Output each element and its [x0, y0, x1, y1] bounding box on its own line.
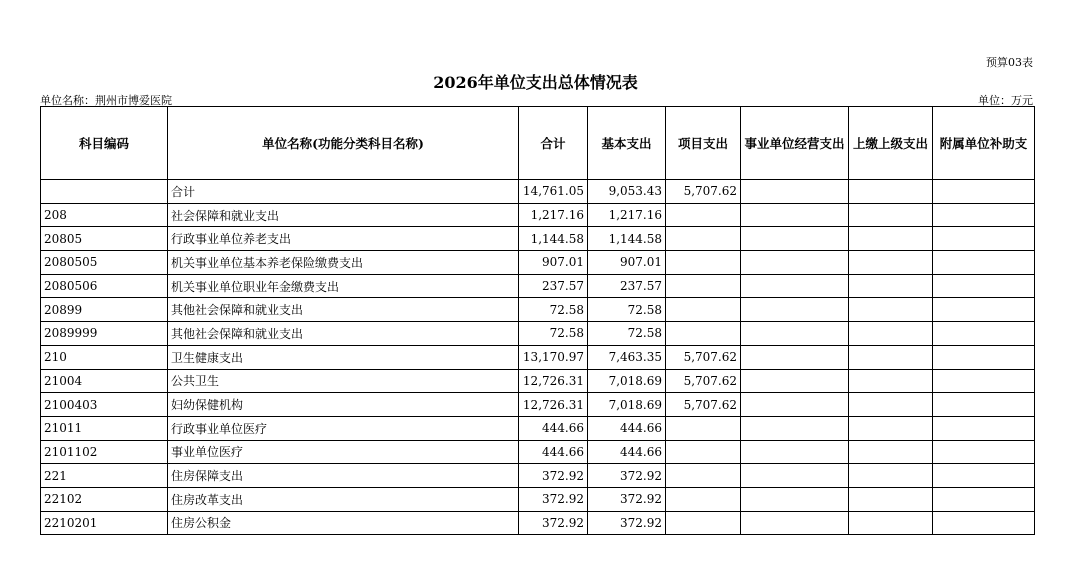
table-row [41, 369, 1035, 393]
table-row [41, 298, 1035, 322]
cell-total: 372.92 [519, 464, 588, 488]
cell-basic: 9,053.43 [588, 180, 666, 204]
cell-basic: 1,144.58 [588, 227, 666, 251]
table-row [41, 203, 1035, 227]
cell-remit [849, 416, 933, 440]
cell-basic: 372.92 [588, 464, 666, 488]
cell-business [741, 251, 849, 275]
cell-project: 5,707.62 [666, 369, 741, 393]
table-row [41, 345, 1035, 369]
cell-total: 14,761.05 [519, 180, 588, 204]
cell-remit [849, 487, 933, 511]
cell-code: 2210201 [41, 511, 168, 535]
cell-business [741, 345, 849, 369]
cell-basic: 372.92 [588, 511, 666, 535]
cell-subsidy [933, 274, 1035, 298]
form-number: 预算03表 [986, 56, 1033, 69]
cell-name: 行政事业单位养老支出 [168, 227, 519, 251]
table-row [41, 511, 1035, 535]
cell-business [741, 440, 849, 464]
column-header-code: 科目编码 [41, 107, 168, 180]
cell-name: 事业单位医疗 [168, 440, 519, 464]
cell-total: 237.57 [519, 274, 588, 298]
cell-project [666, 416, 741, 440]
cell-name: 公共卫生 [168, 369, 519, 393]
cell-code: 2101102 [41, 440, 168, 464]
cell-remit [849, 227, 933, 251]
cell-total: 1,217.16 [519, 203, 588, 227]
cell-total: 1,144.58 [519, 227, 588, 251]
cell-project [666, 487, 741, 511]
cell-business [741, 464, 849, 488]
column-header-name: 单位名称(功能分类科目名称) [168, 107, 519, 180]
table-row [41, 227, 1035, 251]
cell-name: 机关事业单位基本养老保险缴费支出 [168, 251, 519, 275]
cell-subsidy [933, 416, 1035, 440]
cell-code: 20899 [41, 298, 168, 322]
cell-code: 2080506 [41, 274, 168, 298]
cell-remit [849, 393, 933, 417]
column-header-total: 合计 [519, 107, 588, 180]
cell-project [666, 298, 741, 322]
cell-total: 72.58 [519, 322, 588, 346]
cell-code [41, 180, 168, 204]
cell-business [741, 180, 849, 204]
cell-project [666, 322, 741, 346]
table-row [41, 180, 1035, 204]
cell-subsidy [933, 369, 1035, 393]
cell-basic: 444.66 [588, 440, 666, 464]
cell-subsidy [933, 180, 1035, 204]
expenditure-table [40, 106, 1035, 535]
table-row [41, 416, 1035, 440]
cell-total: 444.66 [519, 416, 588, 440]
cell-subsidy [933, 511, 1035, 535]
cell-code: 2089999 [41, 322, 168, 346]
cell-code: 21004 [41, 369, 168, 393]
cell-business [741, 487, 849, 511]
cell-basic: 444.66 [588, 416, 666, 440]
cell-name: 住房保障支出 [168, 464, 519, 488]
cell-name: 行政事业单位医疗 [168, 416, 519, 440]
cell-name: 合计 [168, 180, 519, 204]
cell-project [666, 203, 741, 227]
cell-business [741, 203, 849, 227]
cell-subsidy [933, 487, 1035, 511]
cell-subsidy [933, 227, 1035, 251]
table-row [41, 487, 1035, 511]
cell-basic: 1,217.16 [588, 203, 666, 227]
cell-project [666, 440, 741, 464]
cell-total: 907.01 [519, 251, 588, 275]
cell-business [741, 393, 849, 417]
cell-subsidy [933, 203, 1035, 227]
column-header-remit: 上缴上级支出 [849, 107, 933, 180]
cell-total: 72.58 [519, 298, 588, 322]
cell-subsidy [933, 345, 1035, 369]
cell-basic: 72.58 [588, 322, 666, 346]
cell-basic: 372.92 [588, 487, 666, 511]
cell-subsidy [933, 393, 1035, 417]
table-row [41, 251, 1035, 275]
table-row [41, 464, 1035, 488]
cell-code: 22102 [41, 487, 168, 511]
cell-name: 卫生健康支出 [168, 345, 519, 369]
cell-subsidy [933, 322, 1035, 346]
cell-remit [849, 274, 933, 298]
cell-name: 其他社会保障和就业支出 [168, 322, 519, 346]
cell-basic: 7,018.69 [588, 393, 666, 417]
cell-remit [849, 511, 933, 535]
cell-basic: 907.01 [588, 251, 666, 275]
cell-project [666, 251, 741, 275]
cell-subsidy [933, 464, 1035, 488]
cell-project: 5,707.62 [666, 180, 741, 204]
cell-business [741, 274, 849, 298]
cell-total: 12,726.31 [519, 393, 588, 417]
unit-name-label: 单位名称：荆州市博爱医院 [40, 94, 172, 107]
cell-basic: 7,463.35 [588, 345, 666, 369]
table-header-row [41, 107, 1035, 180]
cell-code: 208 [41, 203, 168, 227]
cell-business [741, 298, 849, 322]
cell-project [666, 227, 741, 251]
cell-remit [849, 298, 933, 322]
cell-remit [849, 322, 933, 346]
cell-remit [849, 251, 933, 275]
unit-label: 单位：万元 [978, 94, 1033, 107]
cell-remit [849, 203, 933, 227]
cell-name: 住房改革支出 [168, 487, 519, 511]
cell-remit [849, 369, 933, 393]
cell-name: 其他社会保障和就业支出 [168, 298, 519, 322]
column-header-basic: 基本支出 [588, 107, 666, 180]
cell-basic: 7,018.69 [588, 369, 666, 393]
cell-name: 妇幼保健机构 [168, 393, 519, 417]
cell-project [666, 464, 741, 488]
cell-remit [849, 440, 933, 464]
cell-code: 2100403 [41, 393, 168, 417]
page-title: 2026年单位支出总体情况表 [433, 73, 638, 92]
cell-business [741, 227, 849, 251]
cell-code: 210 [41, 345, 168, 369]
cell-project: 5,707.62 [666, 345, 741, 369]
cell-remit [849, 464, 933, 488]
cell-remit [849, 180, 933, 204]
table-row [41, 274, 1035, 298]
cell-code: 221 [41, 464, 168, 488]
cell-name: 社会保障和就业支出 [168, 203, 519, 227]
cell-code: 2080505 [41, 251, 168, 275]
cell-total: 372.92 [519, 487, 588, 511]
cell-code: 20805 [41, 227, 168, 251]
column-header-subsidy: 附属单位补助支 [933, 107, 1035, 180]
cell-total: 444.66 [519, 440, 588, 464]
cell-name: 机关事业单位职业年金缴费支出 [168, 274, 519, 298]
column-header-project: 项目支出 [666, 107, 741, 180]
table-body [41, 180, 1035, 535]
cell-total: 12,726.31 [519, 369, 588, 393]
table-row [41, 322, 1035, 346]
cell-project: 5,707.62 [666, 393, 741, 417]
cell-remit [849, 345, 933, 369]
cell-code: 21011 [41, 416, 168, 440]
cell-project [666, 274, 741, 298]
cell-business [741, 369, 849, 393]
cell-name: 住房公积金 [168, 511, 519, 535]
cell-business [741, 322, 849, 346]
cell-total: 13,170.97 [519, 345, 588, 369]
table-row [41, 440, 1035, 464]
table-row [41, 393, 1035, 417]
column-header-business: 事业单位经营支出 [741, 107, 849, 180]
cell-basic: 237.57 [588, 274, 666, 298]
cell-subsidy [933, 440, 1035, 464]
cell-total: 372.92 [519, 511, 588, 535]
cell-business [741, 511, 849, 535]
cell-project [666, 511, 741, 535]
cell-subsidy [933, 251, 1035, 275]
cell-basic: 72.58 [588, 298, 666, 322]
cell-subsidy [933, 298, 1035, 322]
cell-business [741, 416, 849, 440]
